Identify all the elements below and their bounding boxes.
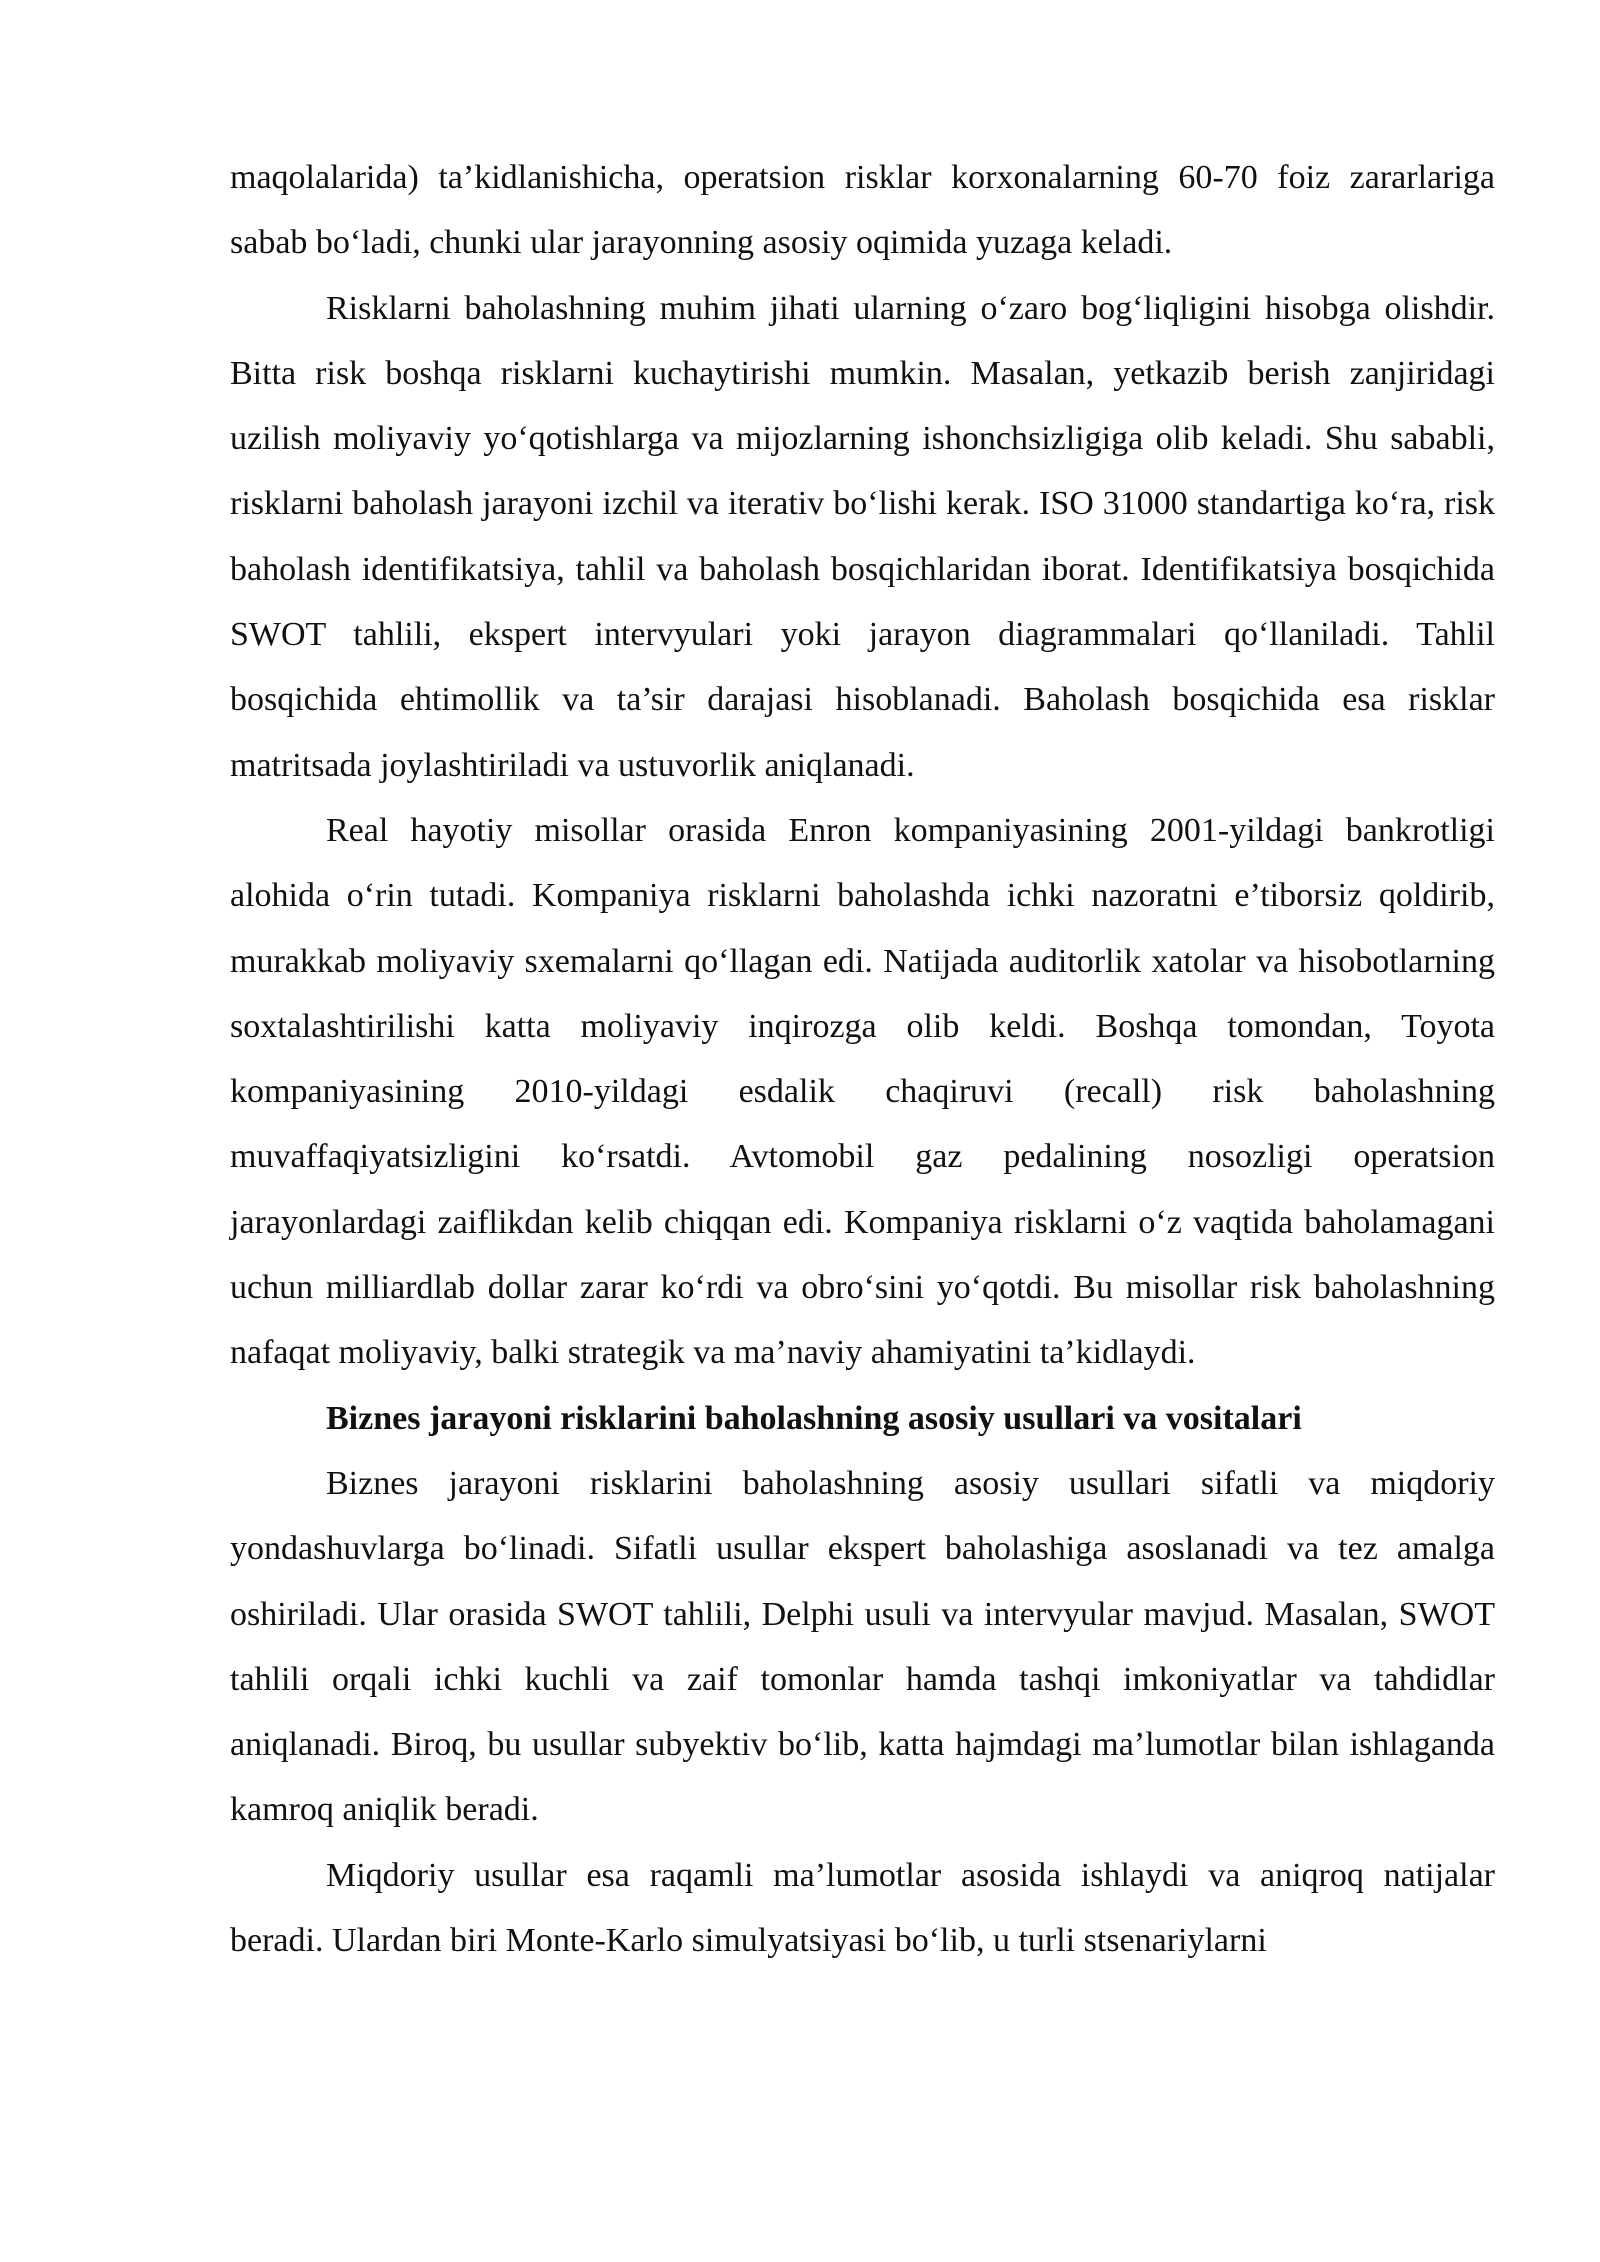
paragraph-risk-interdependence: Risklarni baholashning muhim jihati ularning o‘zaro bog‘liqligini hisobga olishdir. Bitta risk boshqa risklarni kuchaytirishi mumkin. Masalan, yetkazib berish zanjiridagi uzilish moliyaviy yo‘qotishlarga va mijozlarning ishonchsizligiga olib keladi. Shu sababli, risklarni baholash jarayoni izchil va iterativ bo‘lishi kerak. ISO 31000 standartiga ko‘ra, risk baholash identifikatsiya, tahlil va baholash bosqichlaridan iborat. Identifikatsiya bosqichida SWOT tahlili, ekspert intervyulari yoki jarayon diagrammalari qo‘llaniladi. Tahlil bosqichida ehtimollik va ta’sir darajasi hisoblanadi. Baholash bosqichida esa risklar matritsada joylashtiriladi va ustuvorlik aniqlanadi. [230,289,1495,784]
paragraph-quantitative-methods: Miqdoriy usullar esa raqamli ma’lumotlar asosida ishlaydi va aniqroq natijalar beradi. Ulardan biri Monte-Karlo simulyatsiyasi bo‘lib, u turli stsenariylarni [230,1856,1495,1960]
paragraph-continuation: maqolalarida) ta’kidlanishicha, operatsion risklar korxonalarning 60-70 foiz zararlariga sabab bo‘ladi, chunki ular jarayonning asosiy oqimida yuzaga keladi. [230,159,1495,262]
paragraph-qualitative-methods: Biznes jarayoni risklarini baholashning asosiy usullari sifatli va miqdoriy yondashuvlarga bo‘linadi. Sifatli usullar ekspert baholashiga asoslanadi va tez amalga oshiriladi. Ular orasida SWOT tahlili, Delphi usuli va intervyular mavjud. Masalan, SWOT tahlili orqali ichki kuchli va zaif tomonlar hamda tashqi imkoniyatlar va tahdidlar aniqlanadi. Biroq, bu usullar subyektiv bo‘lib, katta hajmdagi ma’lumotlar bilan ishlaganda kamroq aniqlik beradi. [230,1464,1495,1829]
paragraph-real-examples: Real hayotiy misollar orasida Enron kompaniyasining 2001-yildagi bankrotligi alohida o‘rin tutadi. Kompaniya risklarni baholashda ichki nazoratni e’tiborsiz qoldirib, murakkab moliyaviy sxemalarni qo‘llagan edi. Natijada auditorlik xatolar va hisobotlarning soxtalashtirilishi katta moliyaviy inqirozga olib keldi. Boshqa tomondan, Toyota kompaniyasining 2010-yildagi esdalik chaqiruvi (recall) risk baholashning muvaffaqiyatsizligini ko‘rsatdi. Avtomobil gaz pedalining nosozligi operatsion jarayonlardagi zaiflikdan kelib chiqqan edi. Kompaniya risklarni o‘z vaqtida baholamagani uchun milliardlab dollar zarar ko‘rdi va obro‘sini yo‘qotdi. Bu misollar risk baholashning nafaqat moliyaviy, balki strategik va ma’naviy ahamiyatini ta’kidlaydi. [230,811,1495,1372]
section-heading: Biznes jarayoni risklarini baholashning asosiy usullari va vositalari [326,1399,1302,1437]
document-page [230,145,1495,1973]
